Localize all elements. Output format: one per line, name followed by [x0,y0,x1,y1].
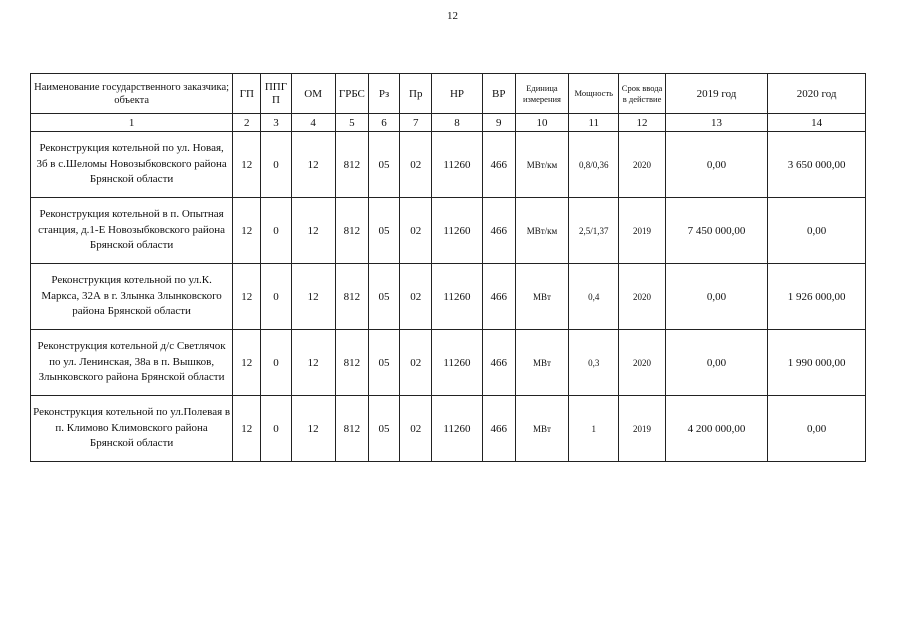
table-cell: МВт [515,396,568,462]
header-cell: НР [432,74,482,114]
table-cell: 02 [400,132,432,198]
table-cell: 2,5/1,37 [569,198,619,264]
table-cell: 02 [400,264,432,330]
column-number: 10 [515,114,568,132]
column-number: 4 [291,114,335,132]
table-row [31,132,866,198]
table-cell: 12 [233,198,261,264]
header-cell: Наименование государственного заказчика; объекта [31,74,233,114]
table-cell: 0,4 [569,264,619,330]
table-cell: 3 650 000,00 [768,132,866,198]
header-row [31,74,866,114]
table-cell: 05 [368,264,399,330]
header-cell: ГП [233,74,261,114]
table-cell: 0 [261,132,291,198]
table-cell: 0 [261,396,291,462]
column-number: 13 [665,114,768,132]
table-cell: 11260 [432,132,482,198]
table-cell: 12 [291,264,335,330]
column-number: 8 [432,114,482,132]
table-cell: 11260 [432,264,482,330]
column-number: 2 [233,114,261,132]
column-number: 7 [400,114,432,132]
table-cell: 0 [261,330,291,396]
table-cell: 12 [291,198,335,264]
column-number: 14 [768,114,866,132]
object-name: Реконструкция котельной в п. Опытная станция, д.1-Е Новозыбковского района Брянской области [31,198,233,264]
column-number: 11 [569,114,619,132]
table-cell: 466 [482,264,515,330]
table-cell: МВт [515,330,568,396]
table-cell: МВт/км [515,198,568,264]
table-cell: 02 [400,330,432,396]
table-cell: 812 [335,264,368,330]
header-cell: Мощность [569,74,619,114]
table-cell: 12 [233,264,261,330]
table-cell: 812 [335,198,368,264]
table-cell: 2020 [619,132,665,198]
table-cell: 1 926 000,00 [768,264,866,330]
object-name: Реконструкция котельной по ул.Полевая в п. Климово Климовского района Брянской области [31,396,233,462]
table-cell: 05 [368,330,399,396]
column-number-row [31,114,866,132]
header-cell: 2019 год [665,74,768,114]
table-cell: 4 200 000,00 [665,396,768,462]
table-cell: 466 [482,396,515,462]
table-row [31,330,866,396]
header-cell: Срок ввода в действие [619,74,665,114]
header-cell: Пр [400,74,432,114]
object-name: Реконструкция котельной д/с Светлячок по ул. Ленинская, 38а в п. Вышков, Злынковского района Брянской области [31,330,233,396]
table-cell: 02 [400,198,432,264]
column-number: 5 [335,114,368,132]
table-cell: 2019 [619,396,665,462]
table-cell: 812 [335,396,368,462]
object-name: Реконструкция котельной по ул. Новая, 3б в с.Шеломы Новозыбковского района Брянской области [31,132,233,198]
header-cell: ОМ [291,74,335,114]
page-number: 12 [447,10,458,22]
table-cell: 0,00 [665,264,768,330]
header-cell: ВР [482,74,515,114]
table-row [31,198,866,264]
budget-table [30,73,866,462]
header-cell: Рз [368,74,399,114]
table-cell: 11260 [432,330,482,396]
table-cell: 0,8/0,36 [569,132,619,198]
table-cell: 05 [368,396,399,462]
table-cell: 812 [335,132,368,198]
table-cell: 12 [233,396,261,462]
table-cell: 12 [233,132,261,198]
column-number: 6 [368,114,399,132]
table-cell: 812 [335,330,368,396]
table-cell: 0,3 [569,330,619,396]
table-cell: 2020 [619,264,665,330]
table-cell: МВт [515,264,568,330]
column-number: 12 [619,114,665,132]
table-cell: 2020 [619,330,665,396]
table-cell: 0,00 [665,330,768,396]
table-cell: 466 [482,330,515,396]
header-cell: ГРБС [335,74,368,114]
column-number: 9 [482,114,515,132]
table-cell: 02 [400,396,432,462]
table-cell: 7 450 000,00 [665,198,768,264]
table-cell: 466 [482,198,515,264]
table-cell: 0,00 [665,132,768,198]
table-cell: 466 [482,132,515,198]
table-row [31,264,866,330]
object-name: Реконструкция котельной по ул.К. Маркса, 32А в г. Злынка Злынковского района Брянской области [31,264,233,330]
table-cell: 11260 [432,198,482,264]
table-cell: 12 [291,132,335,198]
header-cell: Единица измерения [515,74,568,114]
table-cell: 0,00 [768,198,866,264]
table-cell: 2019 [619,198,665,264]
table-row [31,396,866,462]
column-number: 3 [261,114,291,132]
table-cell: 0,00 [768,396,866,462]
table-cell: 11260 [432,396,482,462]
table-cell: 1 990 000,00 [768,330,866,396]
table-cell: 05 [368,132,399,198]
table-cell: 12 [291,330,335,396]
table-cell: 0 [261,198,291,264]
table-cell: 1 [569,396,619,462]
table-cell: 12 [233,330,261,396]
table-cell: МВт/км [515,132,568,198]
header-cell: ППГП [261,74,291,114]
header-cell: 2020 год [768,74,866,114]
table-cell: 0 [261,264,291,330]
column-number: 1 [31,114,233,132]
table-cell: 12 [291,396,335,462]
table-cell: 05 [368,198,399,264]
